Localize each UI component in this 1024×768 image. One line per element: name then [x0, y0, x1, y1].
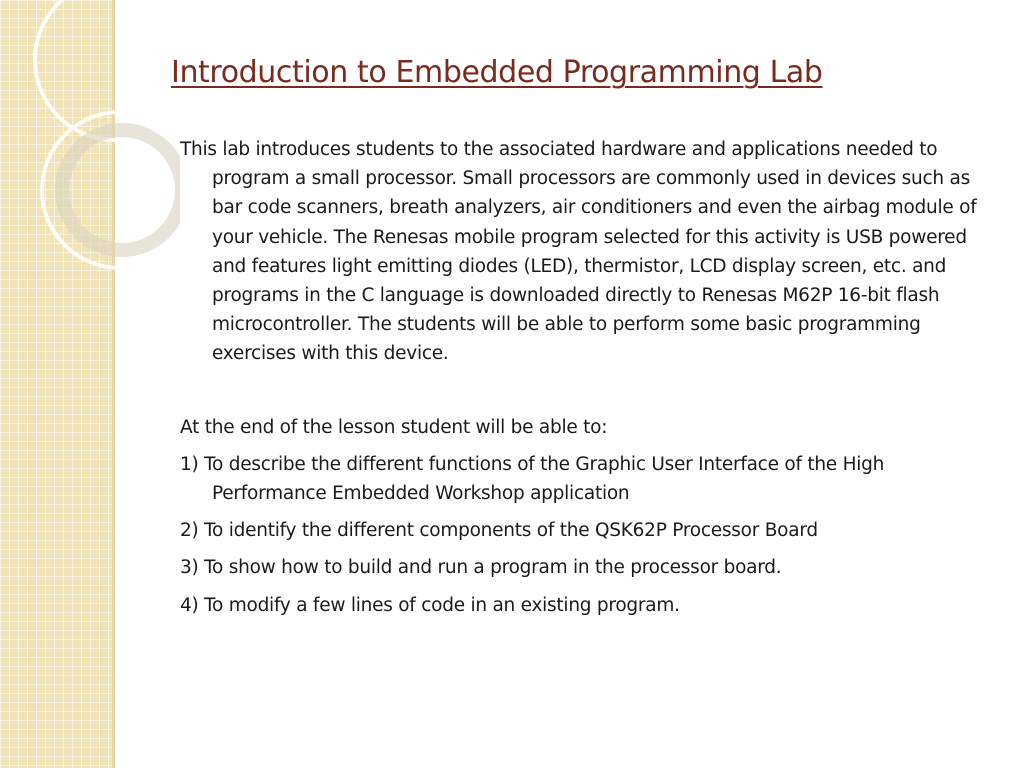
- decorative-ring-lower-inner: [62, 130, 180, 250]
- decorative-ring-upper: [35, 0, 180, 140]
- objective-item: 3) To show how to build and run a program in the processor board.: [180, 557, 782, 579]
- objective-item: 2) To identify the different components of the QSK62P Processor Board: [180, 520, 818, 542]
- objectives-heading: At the end of the lesson student will be able to:: [180, 416, 608, 438]
- objective-item: 1) To describe the different functions of the Graphic User Interface of the High Performance Embedded Workshop application: [180, 453, 885, 505]
- slide-body: [180, 135, 992, 628]
- objective-item: 4) To modify a few lines of code in an existing program.: [180, 594, 680, 616]
- slide-title: Introduction to Embedded Programming Lab: [171, 55, 823, 90]
- intro-paragraph: This lab introduces students to the associated hardware and applications needed to program a small processor. Small processors are commonly used in devices such as bar code scanners, breath analyzers, air conditioners and even the airbag module of your vehicle. The Renesas mobile program selected for this activity is USB powered and features light emitting diodes (LED), thermistor, LCD display screen, etc. and programs in the C language is downloaded directly to Renesas M62P 16-bit flash microcontroller. The students will be able to perform some basic programming exercises with this device.: [180, 139, 977, 365]
- decorative-circles: [0, 0, 180, 330]
